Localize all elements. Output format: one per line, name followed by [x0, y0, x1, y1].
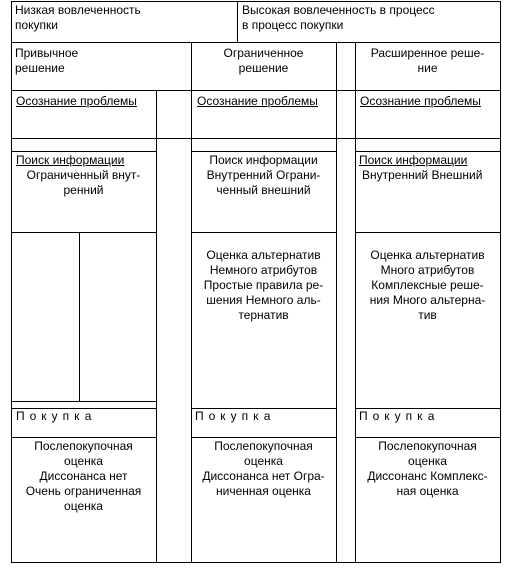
post-purchase-extended: Послепокупочная оценка Диссонанс Комплекс- ная оценка [367, 439, 488, 498]
problem-recognition-limited: Осознание проблемы [197, 94, 318, 108]
info-search-detail-habitual: Ограниченный внут- ренний [26, 168, 141, 197]
info-search-title-habitual: Поиск информации [16, 153, 125, 167]
purchase-habitual: Покупка [16, 409, 97, 423]
alternatives-extended: Оценка альтернатив Много атрибутов Комплексные реше- ния Много альтерна- тив [369, 248, 486, 322]
purchase-extended: Покупка [359, 409, 440, 423]
post-purchase-habitual: Послепокупочная оценка Диссонанса нет Очень ограниченная оценка [25, 439, 142, 513]
info-search-title-extended: Поиск информации [359, 153, 468, 167]
info-search-title-limited: Поиск информации [209, 153, 318, 167]
decision-type-extended: Расширенное реше- ние [370, 46, 485, 75]
problem-recognition-habitual: Осознание проблемы [16, 94, 137, 108]
high-involvement-label: Высокая вовлеченность в процесс в процесс покупки [242, 3, 435, 32]
post-purchase-limited: Послепокупочная оценка Диссонанса нет Огра- ниченная оценка [202, 439, 325, 498]
info-search-detail-limited: Внутренний Ограни- ченный внешний [206, 168, 321, 197]
purchase-limited: Покупка [195, 409, 276, 423]
decision-type-habitual: Привычное решение [15, 46, 79, 75]
problem-recognition-extended: Осознание проблемы [360, 94, 481, 108]
low-involvement-label: Низкая вовлеченность покупки [15, 3, 141, 32]
decision-type-limited: Ограниченное решение [223, 46, 304, 75]
info-search-detail-extended: Внутренний Внешний [362, 168, 483, 182]
alternatives-limited: Оценка альтернатив Немного атрибутов Простые правила ре- шения Немного аль- тернатив [203, 248, 324, 322]
